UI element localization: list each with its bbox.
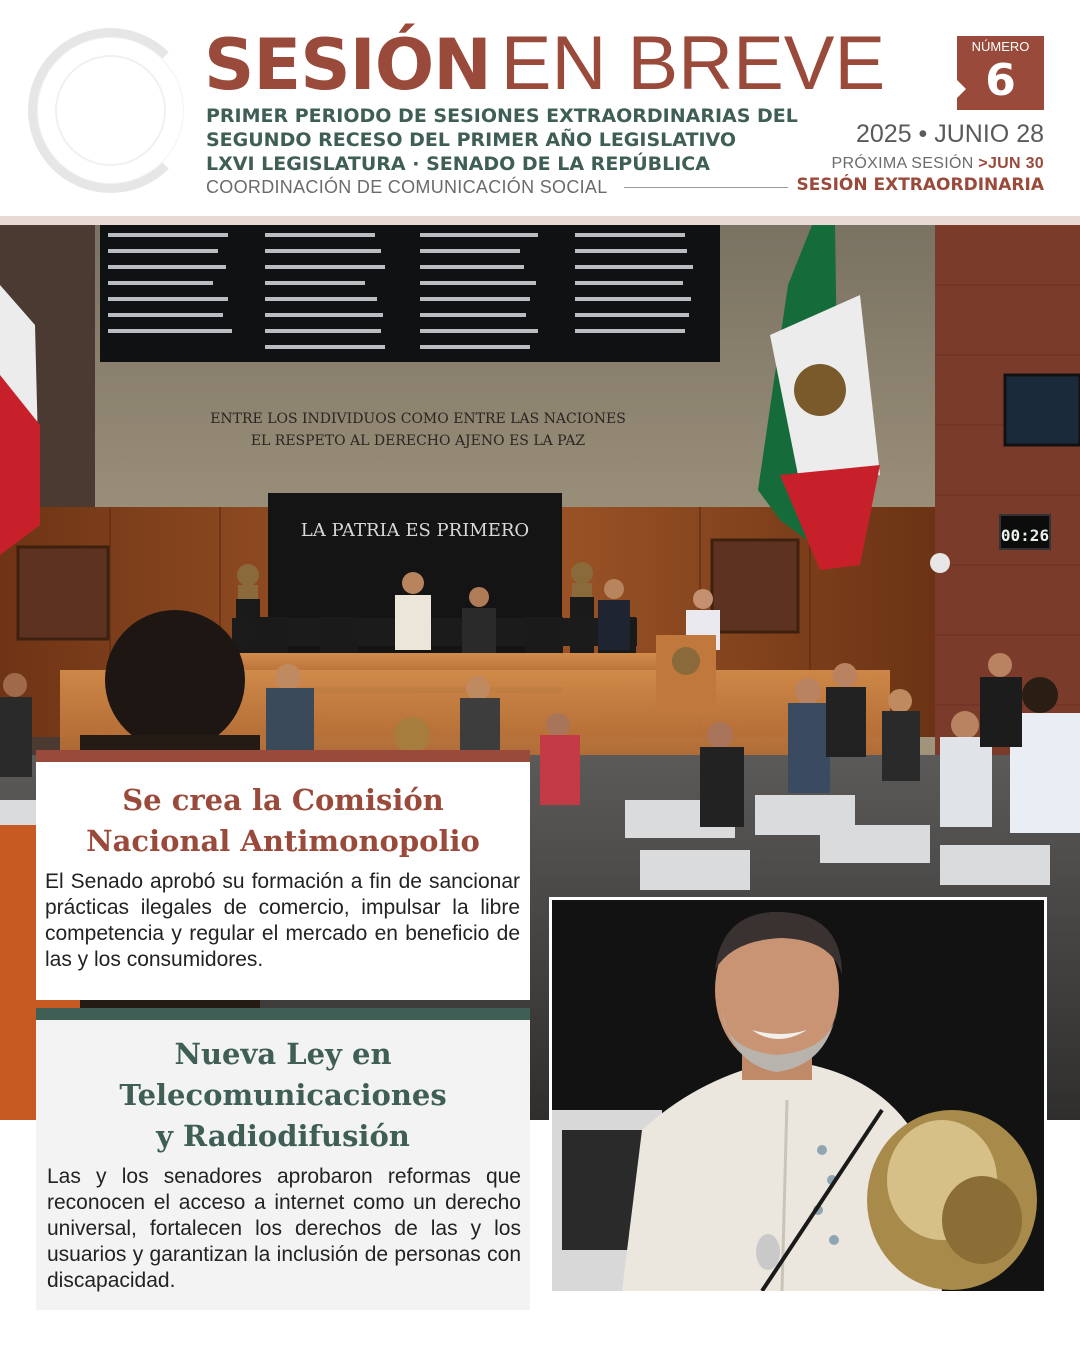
headline-line: y Radiodifusión xyxy=(156,1119,410,1153)
issue-number: 6 xyxy=(985,55,1016,106)
subtitle-line: LXVI LEGISLATURA · SENADO DE LA REPÚBLICA xyxy=(206,153,710,175)
next-session xyxy=(832,155,1044,173)
session-type: SESIÓN EXTRAORDINARIA xyxy=(796,175,1044,195)
masthead xyxy=(0,0,1080,218)
inscription-line-2: EL RESPETO AL DERECHO AJENO ES LA PAZ xyxy=(250,433,586,449)
session-period-subtitle xyxy=(206,104,826,176)
article-headline xyxy=(36,1034,530,1157)
headline-line: Telecomunicaciones xyxy=(119,1078,447,1112)
inscription-line-1: ENTRE LOS INDIVIDUOS COMO ENTRE LAS NACIONES xyxy=(210,411,626,427)
article-headline xyxy=(36,780,530,862)
subtitle-line: SEGUNDO RECESO DEL PRIMER AÑO LEGISLATIVO xyxy=(206,129,737,151)
issue-date: 2025 • JUNIO 28 xyxy=(855,120,1044,148)
issue-badge xyxy=(957,36,1044,110)
next-session-label: PRÓXIMA SESIÓN xyxy=(831,155,974,172)
header-rule xyxy=(0,216,1080,225)
senator-portrait-photo xyxy=(549,897,1047,1294)
motto-text: LA PATRIA ES PRIMERO xyxy=(300,520,530,541)
next-session-date: >JUN 30 xyxy=(978,155,1044,172)
headline-line: Nacional Antimonopolio xyxy=(86,824,480,858)
issue-label: NÚMERO xyxy=(971,39,1030,54)
subtitle-line: PRIMER PERIODO DE SESIONES EXTRAORDINARIAS DEL xyxy=(206,105,798,127)
article-telecomunicaciones xyxy=(36,1008,530,1310)
article-body: Las y los senadores aprobaron reformas que reconocen el acceso a internet como un derecho universal, fortalecen los derechos de las y los usuarios y garantizan la inclusión de personas con discapacidad. xyxy=(47,1165,521,1292)
article-body: El Senado aprobó su formación a fin de sancionar prácticas ilegales de comercio, impulsar la libre competencia y regular el mercado en beneficio de las y los consumidores. xyxy=(45,870,520,971)
timer-display: 00:26 xyxy=(1000,526,1050,545)
article-antimonopolio xyxy=(36,750,530,1000)
headline-line: Se crea la Comisión xyxy=(122,783,444,817)
divider xyxy=(624,187,788,188)
coordination-credit: COORDINACIÓN DE COMUNICACIÓN SOCIAL xyxy=(206,177,608,197)
headline-line: Nueva Ley en xyxy=(174,1037,392,1071)
portrait-illustration xyxy=(552,900,1044,1291)
logo-ring-icon xyxy=(28,28,193,193)
title-light: EN BREVE xyxy=(500,21,886,106)
title-bold: SESIÓN xyxy=(204,24,491,106)
publication-title xyxy=(204,21,886,106)
